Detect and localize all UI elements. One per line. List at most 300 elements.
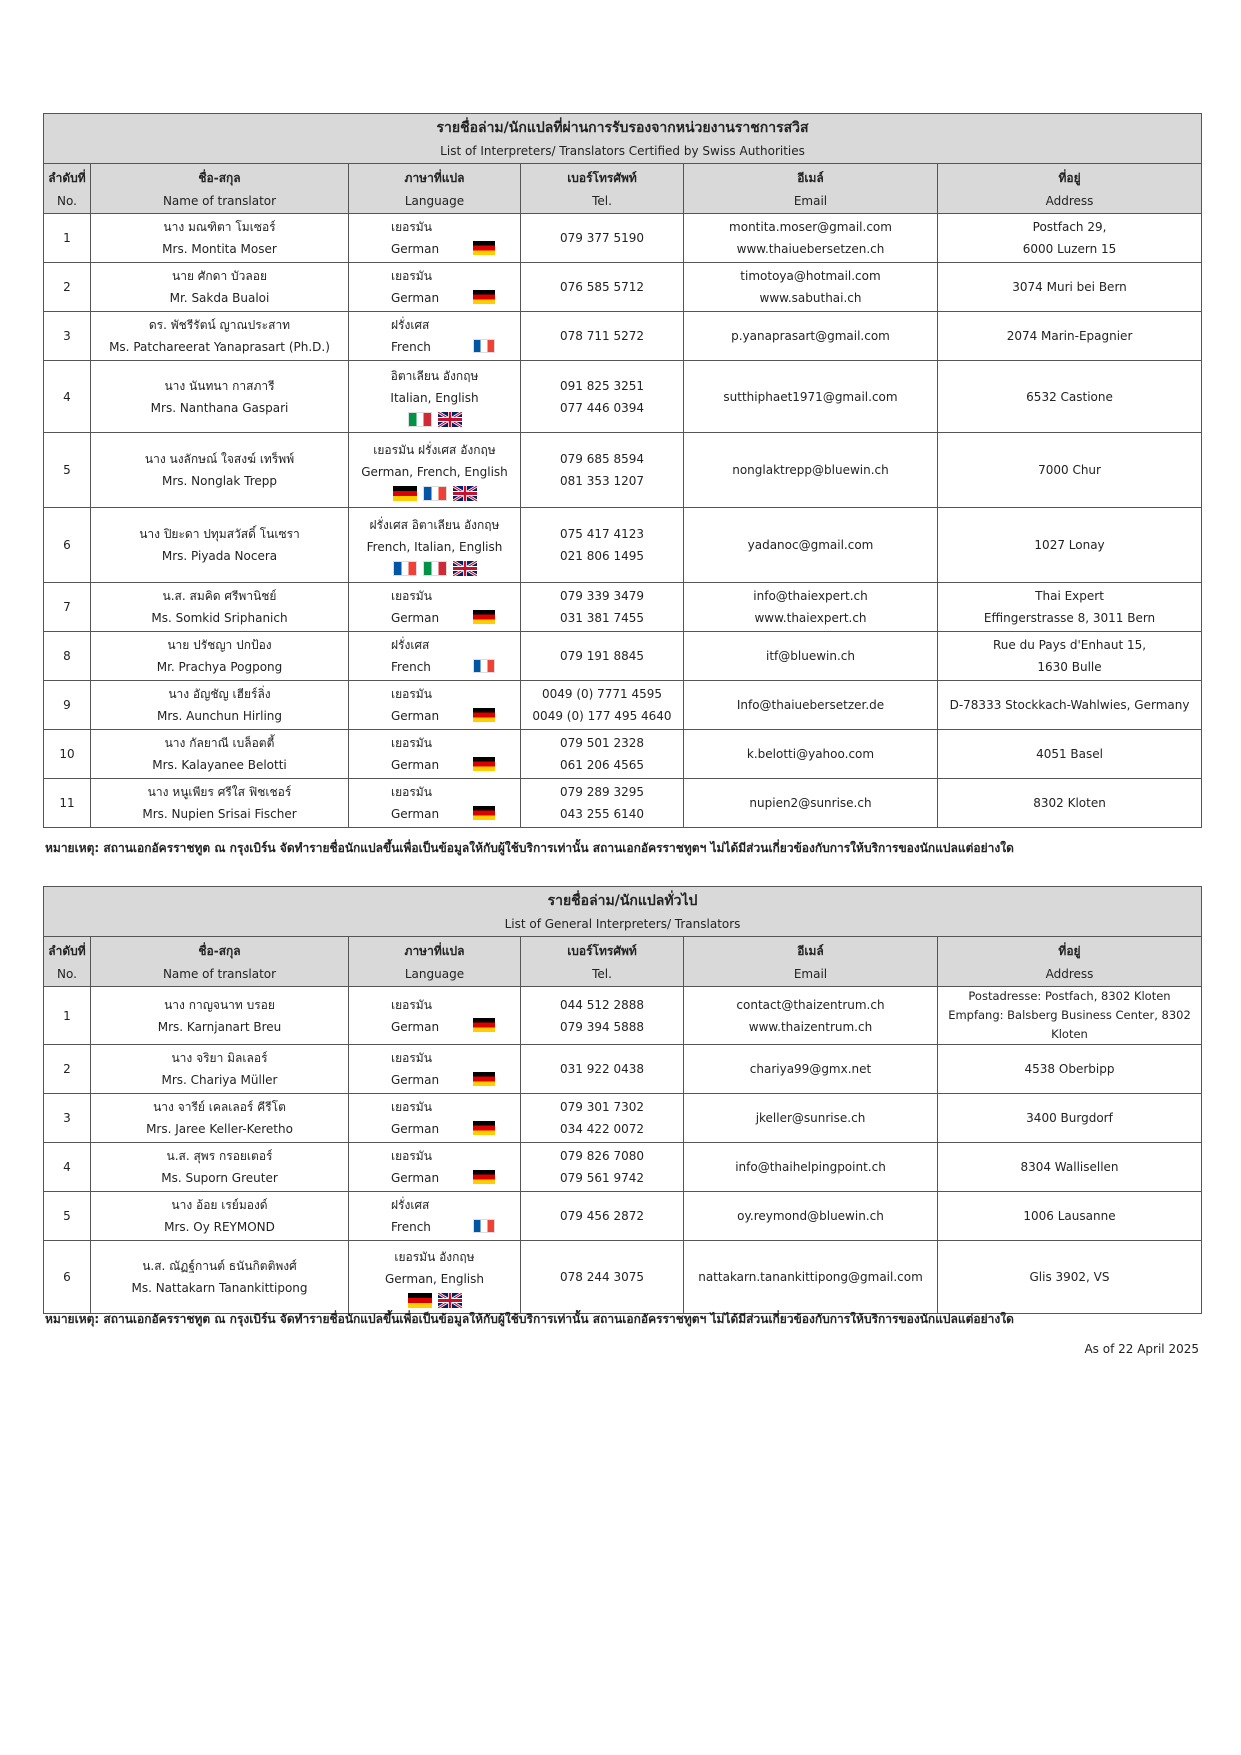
phone-number: 079 191 8845 (560, 649, 644, 663)
uk-flag-icon (453, 486, 477, 501)
phone-cell (521, 508, 684, 583)
phone-number: 031 922 0438 (560, 1062, 644, 1076)
address-cell (938, 508, 1202, 583)
phone-cell (521, 1192, 684, 1241)
phone-number: 079 501 2328 (560, 736, 644, 750)
row-number: 7 (63, 600, 71, 614)
flag-group (353, 1290, 516, 1309)
language-thai: ฝรั่งเศส (391, 1198, 430, 1212)
language-thai: เยอรมัน (391, 1100, 432, 1114)
disclaimer-note: หมายเหตุ: สถานเอกอัครราชทูต ณ กรุงเบิร์น จัดทำรายชื่อนักแปลขึ้นเพื่อเป็นข้อมูลให้กับผู้ใช้บริการเท่านั้น สถานเอกอัครราชทูตฯ ไม่ได้มีส่วนเกี่ยวข้องกับการให้บริการของนักแปลแต่อย่างใด (45, 841, 1014, 855)
email-cell (684, 583, 938, 632)
website-link[interactable]: www.sabuthai.ch (759, 291, 862, 305)
email-address[interactable]: jkeller@sunrise.ch (755, 1111, 866, 1125)
email-address[interactable]: nonglaktrepp@bluewin.ch (732, 463, 889, 477)
phone-number-secondary: 061 206 4565 (560, 758, 644, 772)
flag-group (470, 236, 498, 258)
email-cell (684, 987, 938, 1045)
name-cell (91, 987, 349, 1045)
email-address[interactable]: info@thaiexpert.ch (753, 589, 868, 603)
email-address[interactable]: timotoya@hotmail.com (740, 269, 881, 283)
row-number-cell (44, 632, 91, 681)
phone-cell (521, 632, 684, 681)
name-thai: น.ส. สมคิด ศรีพานิชย์ (162, 589, 277, 603)
language-thai: เยอรมัน (391, 687, 432, 701)
email-cell (684, 1241, 938, 1314)
address-line-1: 3400 Burgdorf (1026, 1111, 1113, 1125)
header-name: Name of translator (162, 193, 277, 208)
phone-number-secondary: 079 561 9742 (560, 1171, 644, 1185)
row-number-cell (44, 361, 91, 433)
name-cell (91, 508, 349, 583)
name-cell (91, 779, 349, 828)
website-link[interactable]: www.thaiuebersetzen.ch (736, 242, 885, 256)
name-thai: นาง นันทนา กาสภารี (164, 378, 275, 393)
language-cell (349, 583, 521, 632)
row-number: 11 (59, 796, 75, 810)
flag-group (353, 558, 516, 577)
france-flag-icon (423, 486, 447, 501)
address-cell (938, 1143, 1202, 1192)
language-english: French, Italian, English (366, 539, 503, 554)
flag-group (470, 752, 498, 774)
name-english: Ms. Nattakarn Tanankittipong (131, 1281, 308, 1295)
language-english: German (391, 1019, 440, 1034)
email-address[interactable]: Info@thaiuebersetzer.de (736, 698, 885, 712)
email-cell (684, 214, 938, 263)
name-english: Mrs. Montita Moser (162, 242, 277, 256)
row-number-cell (44, 1241, 91, 1314)
address-line-1: 3074 Muri bei Bern (1012, 280, 1127, 294)
phone-number: 0049 (0) 7771 4595 (541, 687, 663, 701)
table-title-english: List of Interpreters/ Translators Certified by Swiss Authorities (440, 143, 805, 158)
phone-number-secondary: 077 446 0394 (560, 400, 644, 415)
address-line-1: Thai Expert (1035, 589, 1104, 603)
table-row (44, 987, 1202, 1045)
name-english: Mrs. Kalayanee Belotti (152, 758, 287, 772)
language-cell (349, 214, 521, 263)
row-number-cell (44, 681, 91, 730)
germany-flag-icon (473, 241, 495, 255)
flag-group (470, 801, 498, 823)
flag-group (470, 1165, 498, 1187)
header-no-thai: ลำดับที่ (48, 170, 86, 185)
row-number: 6 (63, 538, 71, 552)
germany-flag-icon (473, 806, 495, 820)
phone-cell (521, 312, 684, 361)
phone-number: 076 585 5712 (560, 280, 644, 294)
email-cell (684, 263, 938, 312)
name-thai: นาง นงลักษณ์ ใจสงฆ์ เทร็พพ์ (144, 452, 295, 466)
name-thai: นาง อัญชัญ เฮียร์ลิ่ง (168, 687, 271, 701)
language-english: German (391, 291, 440, 305)
phone-number: 079 377 5190 (560, 231, 644, 245)
language-cell (349, 508, 521, 583)
address-line-2: Effingerstrasse 8, 3011 Bern (983, 611, 1156, 625)
france-flag-icon (473, 659, 495, 673)
language-english: German (391, 807, 440, 821)
row-number: 6 (63, 1270, 71, 1284)
name-english: Mrs. Karnjanart Breu (157, 1019, 282, 1034)
uk-flag-icon (438, 1293, 462, 1308)
name-english: Mrs. Nanthana Gaspari (150, 400, 289, 415)
email-address[interactable]: chariya99@gmx.net (749, 1062, 872, 1076)
row-number: 3 (63, 1111, 71, 1125)
header-email-thai: อีเมล์ (797, 170, 824, 185)
uk-flag-icon (453, 561, 477, 576)
email-cell (684, 632, 938, 681)
row-number: 8 (63, 649, 71, 663)
language-thai: เยอรมัน (391, 220, 432, 234)
website-link[interactable]: www.thaiexpert.ch (754, 611, 867, 625)
name-english: Mr. Sakda Bualoi (169, 291, 270, 305)
germany-flag-icon (473, 708, 495, 722)
address-cell (938, 1094, 1202, 1143)
email-cell (684, 433, 938, 508)
name-cell (91, 1241, 349, 1314)
table-row (44, 779, 1202, 828)
table-row (44, 1241, 1202, 1314)
language-thai: ฝรั่งเศส อิตาเลียน อังกฤษ (369, 517, 500, 532)
certified-translators-table (43, 113, 1202, 828)
language-thai: ฝรั่งเศส (391, 638, 430, 652)
language-cell (349, 312, 521, 361)
row-number-cell (44, 1094, 91, 1143)
row-number: 9 (63, 698, 71, 712)
language-cell (349, 1143, 521, 1192)
table-row (44, 263, 1202, 312)
header-language-thai: ภาษาที่แปล (404, 170, 465, 185)
address-cell (938, 987, 1202, 1045)
email-address[interactable]: yadanoc@gmail.com (747, 538, 874, 552)
address-cell (938, 1241, 1202, 1314)
name-cell (91, 1045, 349, 1094)
france-flag-icon (473, 339, 495, 353)
address-cell (938, 361, 1202, 433)
phone-number: 079 301 7302 (560, 1100, 644, 1114)
disclaimer-note: หมายเหตุ: สถานเอกอัครราชทูต ณ กรุงเบิร์น จัดทำรายชื่อนักแปลขึ้นเพื่อเป็นข้อมูลให้กับผู้ใช้บริการเท่านั้น สถานเอกอัครราชทูตฯ ไม่ได้มีส่วนเกี่ยวข้องกับการให้บริการของนักแปลแต่อย่างใด (45, 1312, 1014, 1326)
language-english: German, English (384, 1271, 484, 1286)
italy-flag-icon (423, 561, 447, 576)
phone-number: 079 685 8594 (560, 452, 644, 466)
header-address-thai: ที่อยู่ (1058, 943, 1081, 958)
header-language-thai: ภาษาที่แปล (404, 943, 465, 958)
phone-number: 079 289 3295 (560, 785, 644, 799)
address-line-1: Glis 3902, VS (1029, 1270, 1110, 1284)
email-cell (684, 312, 938, 361)
email-address[interactable]: oy.reymond@bluewin.ch (737, 1209, 884, 1223)
row-number-cell (44, 730, 91, 779)
header-address: Address (1045, 193, 1094, 208)
flag-group (470, 1214, 498, 1236)
address-line-1: 1006 Lausanne (1023, 1209, 1116, 1223)
name-cell (91, 361, 349, 433)
general-rows (44, 987, 1202, 1314)
email-address[interactable]: nupien2@sunrise.ch (749, 796, 872, 810)
email-cell (684, 779, 938, 828)
table-header-row (44, 164, 1202, 214)
name-cell (91, 681, 349, 730)
header-email: Email (793, 966, 828, 981)
address-line-2: 6000 Luzern 15 (1022, 242, 1117, 256)
address-cell (938, 681, 1202, 730)
language-cell (349, 681, 521, 730)
language-cell (349, 632, 521, 681)
header-no-thai: ลำดับที่ (48, 943, 86, 958)
language-english: Italian, English (390, 391, 479, 405)
language-cell (349, 433, 521, 508)
header-name-thai: ชื่อ-สกุล (198, 170, 241, 185)
name-thai: นาง หนูเพียร ศรีใส ฟิชเชอร์ (147, 785, 292, 799)
address-cell (938, 632, 1202, 681)
germany-flag-icon (473, 290, 495, 304)
language-english: German (391, 758, 440, 772)
email-cell (684, 1192, 938, 1241)
language-english: French (391, 660, 431, 674)
row-number: 4 (63, 389, 71, 404)
name-thai: นาง อ้อย เรย์มองด์ (171, 1198, 268, 1212)
flag-group (470, 1116, 498, 1138)
name-thai: นาง จริยา มิลเลอร์ (171, 1051, 268, 1065)
table-row (44, 1045, 1202, 1094)
name-thai: น.ส. ณัฏฐ์กานต์ ธนันกิตติพงศ์ (142, 1259, 297, 1273)
phone-number-secondary: 079 394 5888 (560, 1019, 644, 1034)
address-line-1: Rue du Pays d'Enhaut 15, (992, 638, 1147, 652)
header-email-thai: อีเมล์ (797, 943, 824, 958)
as-of-date: As of 22 April 2025 (1084, 1342, 1199, 1356)
phone-cell (521, 583, 684, 632)
email-address[interactable]: nattakarn.tanankittipong@gmail.com (698, 1270, 923, 1284)
address-line-1: 8302 Kloten (1033, 796, 1106, 810)
address-line-1: 7000 Chur (1038, 463, 1101, 477)
phone-cell (521, 1045, 684, 1094)
email-address[interactable]: sutthiphaet1971@gmail.com (723, 389, 898, 404)
table-row (44, 1143, 1202, 1192)
france-flag-icon (473, 1219, 495, 1233)
address-line-1: 6532 Castione (1026, 389, 1113, 404)
language-thai: เยอรมัน (391, 997, 432, 1012)
language-english: French (391, 340, 431, 354)
header-no: No. (57, 193, 77, 208)
phone-cell (521, 263, 684, 312)
address-cell (938, 433, 1202, 508)
address-cell (938, 263, 1202, 312)
address-line-1: 8304 Wallisellen (1020, 1160, 1119, 1174)
name-thai: น.ส. สุพร กรอยเตอร์ (166, 1149, 273, 1163)
phone-cell (521, 361, 684, 433)
germany-flag-icon (473, 757, 495, 771)
table-row (44, 1192, 1202, 1241)
row-number-cell (44, 987, 91, 1045)
general-translators-table (43, 886, 1202, 1314)
table-header-row (44, 937, 1202, 987)
language-cell (349, 779, 521, 828)
row-number: 2 (63, 280, 71, 294)
language-cell (349, 1192, 521, 1241)
phone-number: 075 417 4123 (560, 527, 644, 541)
germany-flag-icon (473, 1072, 495, 1086)
row-number-cell (44, 1192, 91, 1241)
table-row (44, 508, 1202, 583)
language-english: German (391, 242, 440, 256)
name-english: Mrs. Jaree Keller-Keretho (146, 1122, 293, 1136)
row-number: 3 (63, 329, 71, 343)
row-number-cell (44, 583, 91, 632)
row-number: 10 (59, 747, 75, 761)
address-line-1: 2074 Marin-Epagnier (1006, 329, 1133, 343)
phone-cell (521, 1241, 684, 1314)
website-link[interactable]: www.thaizentrum.ch (748, 1019, 873, 1034)
address-cell (938, 779, 1202, 828)
table-title-row (44, 114, 1202, 164)
row-number-cell (44, 779, 91, 828)
address-cell (938, 214, 1202, 263)
language-english: German (391, 709, 440, 723)
language-thai: เยอรมัน อังกฤษ (394, 1249, 475, 1264)
phone-number-secondary: 034 422 0072 (560, 1122, 644, 1136)
row-number: 5 (63, 1209, 71, 1223)
row-number-cell (44, 1143, 91, 1192)
phone-number-secondary: 043 255 6140 (560, 807, 644, 821)
name-english: Mr. Prachya Pogpong (156, 660, 283, 674)
row-number-cell (44, 508, 91, 583)
phone-number: 079 456 2872 (560, 1209, 644, 1223)
address-cell (938, 1045, 1202, 1094)
germany-flag-icon (473, 1170, 495, 1184)
language-english: German (391, 611, 440, 625)
phone-number-secondary: 0049 (0) 177 495 4640 (532, 709, 672, 723)
address-line-1: Postfach 29, (1032, 220, 1107, 234)
language-english: German (391, 1171, 440, 1185)
header-tel-thai: เบอร์โทรศัพท์ (567, 943, 637, 958)
uk-flag-icon (438, 412, 462, 427)
language-cell (349, 361, 521, 433)
phone-number-secondary: 081 353 1207 (560, 474, 644, 488)
header-tel: Tel. (592, 966, 612, 981)
phone-cell (521, 779, 684, 828)
header-name: Name of translator (162, 966, 277, 981)
address-cell (938, 312, 1202, 361)
italy-flag-icon (408, 412, 432, 427)
language-cell (349, 263, 521, 312)
header-email: Email (793, 193, 828, 208)
phone-cell (521, 433, 684, 508)
flag-group (470, 285, 498, 307)
email-address[interactable]: k.belotti@yahoo.com (746, 747, 875, 761)
header-name-thai: ชื่อ-สกุล (198, 943, 241, 958)
address-line-1: 4051 Basel (1036, 747, 1103, 761)
name-english: Ms. Suporn Greuter (161, 1171, 278, 1185)
language-english: German, French, English (361, 464, 508, 479)
phone-number: 044 512 2888 (560, 997, 644, 1012)
language-cell (349, 1045, 521, 1094)
table-row (44, 730, 1202, 779)
header-tel: Tel. (592, 193, 612, 208)
email-cell (684, 1094, 938, 1143)
name-thai: นาง จารีย์ เคลเลอร์ คีรีโต (153, 1100, 286, 1114)
flag-group (470, 334, 498, 356)
email-address[interactable]: contact@thaizentrum.ch (736, 997, 885, 1012)
name-thai: นาย ศักดา บัวลอย (172, 269, 267, 283)
name-english: Mrs. Nonglak Trepp (161, 474, 277, 488)
email-cell (684, 508, 938, 583)
address-line-1: 4538 Oberbipp (1024, 1062, 1115, 1076)
header-language: Language (404, 193, 465, 208)
address-line-1: Postadresse: Postfach, 8302 Kloten (968, 989, 1171, 1003)
name-cell (91, 730, 349, 779)
email-address[interactable]: itf@bluewin.ch (766, 649, 855, 663)
email-address[interactable]: info@thaihelpingpoint.ch (735, 1160, 886, 1174)
row-number: 4 (63, 1160, 71, 1174)
address-cell (938, 730, 1202, 779)
language-cell (349, 730, 521, 779)
name-cell (91, 583, 349, 632)
phone-cell (521, 1143, 684, 1192)
name-thai: นาง กัลยาณี เบล็อตตี้ (164, 736, 275, 750)
language-cell (349, 1094, 521, 1143)
flag-group (470, 1014, 498, 1036)
table-row (44, 433, 1202, 508)
header-no: No. (57, 966, 77, 981)
table-row (44, 312, 1202, 361)
name-cell (91, 632, 349, 681)
address-cell (938, 1192, 1202, 1241)
table-title-english: List of General Interpreters/ Translators (504, 916, 741, 931)
email-cell (684, 361, 938, 433)
language-thai: เยอรมัน (391, 785, 432, 799)
row-number: 1 (63, 231, 71, 245)
germany-flag-icon (473, 1121, 495, 1135)
name-cell (91, 433, 349, 508)
email-cell (684, 1045, 938, 1094)
language-thai: ฝรั่งเศส (391, 318, 430, 332)
email-address[interactable]: p.yanaprasart@gmail.com (731, 329, 890, 343)
flag-group (353, 483, 516, 502)
certified-rows (44, 214, 1202, 828)
name-english: Ms. Somkid Sriphanich (151, 611, 288, 625)
row-number-cell (44, 312, 91, 361)
language-cell (349, 1241, 521, 1314)
language-thai: เยอรมัน (391, 736, 432, 750)
flag-group (470, 703, 498, 725)
name-cell (91, 1192, 349, 1241)
flag-group (470, 605, 498, 627)
name-thai: นาง ปิยะดา ปทุมสวัสดิ์ โนเซรา (139, 527, 300, 541)
name-english: Mrs. Nupien Srisai Fischer (142, 807, 297, 821)
name-english: Mrs. Piyada Nocera (161, 549, 278, 563)
email-address[interactable]: montita.moser@gmail.com (729, 220, 892, 234)
email-cell (684, 730, 938, 779)
phone-number: 091 825 3251 (560, 378, 644, 393)
germany-flag-icon (473, 1018, 495, 1032)
row-number: 5 (63, 463, 71, 477)
address-cell (938, 583, 1202, 632)
email-cell (684, 1143, 938, 1192)
flag-group (470, 1067, 498, 1089)
row-number-cell (44, 1045, 91, 1094)
name-cell (91, 1143, 349, 1192)
table-row (44, 361, 1202, 433)
language-thai: อิตาเลียน อังกฤษ (390, 369, 479, 383)
table-row (44, 583, 1202, 632)
phone-number: 079 826 7080 (560, 1149, 644, 1163)
language-english: French (391, 1220, 431, 1234)
phone-number-secondary: 021 806 1495 (560, 549, 644, 563)
language-thai: เยอรมัน ฝรั่งเศส อังกฤษ (373, 442, 496, 457)
phone-number: 078 711 5272 (560, 329, 644, 343)
name-english: Mrs. Oy REYMOND (164, 1220, 275, 1234)
header-tel-thai: เบอร์โทรศัพท์ (567, 170, 637, 185)
